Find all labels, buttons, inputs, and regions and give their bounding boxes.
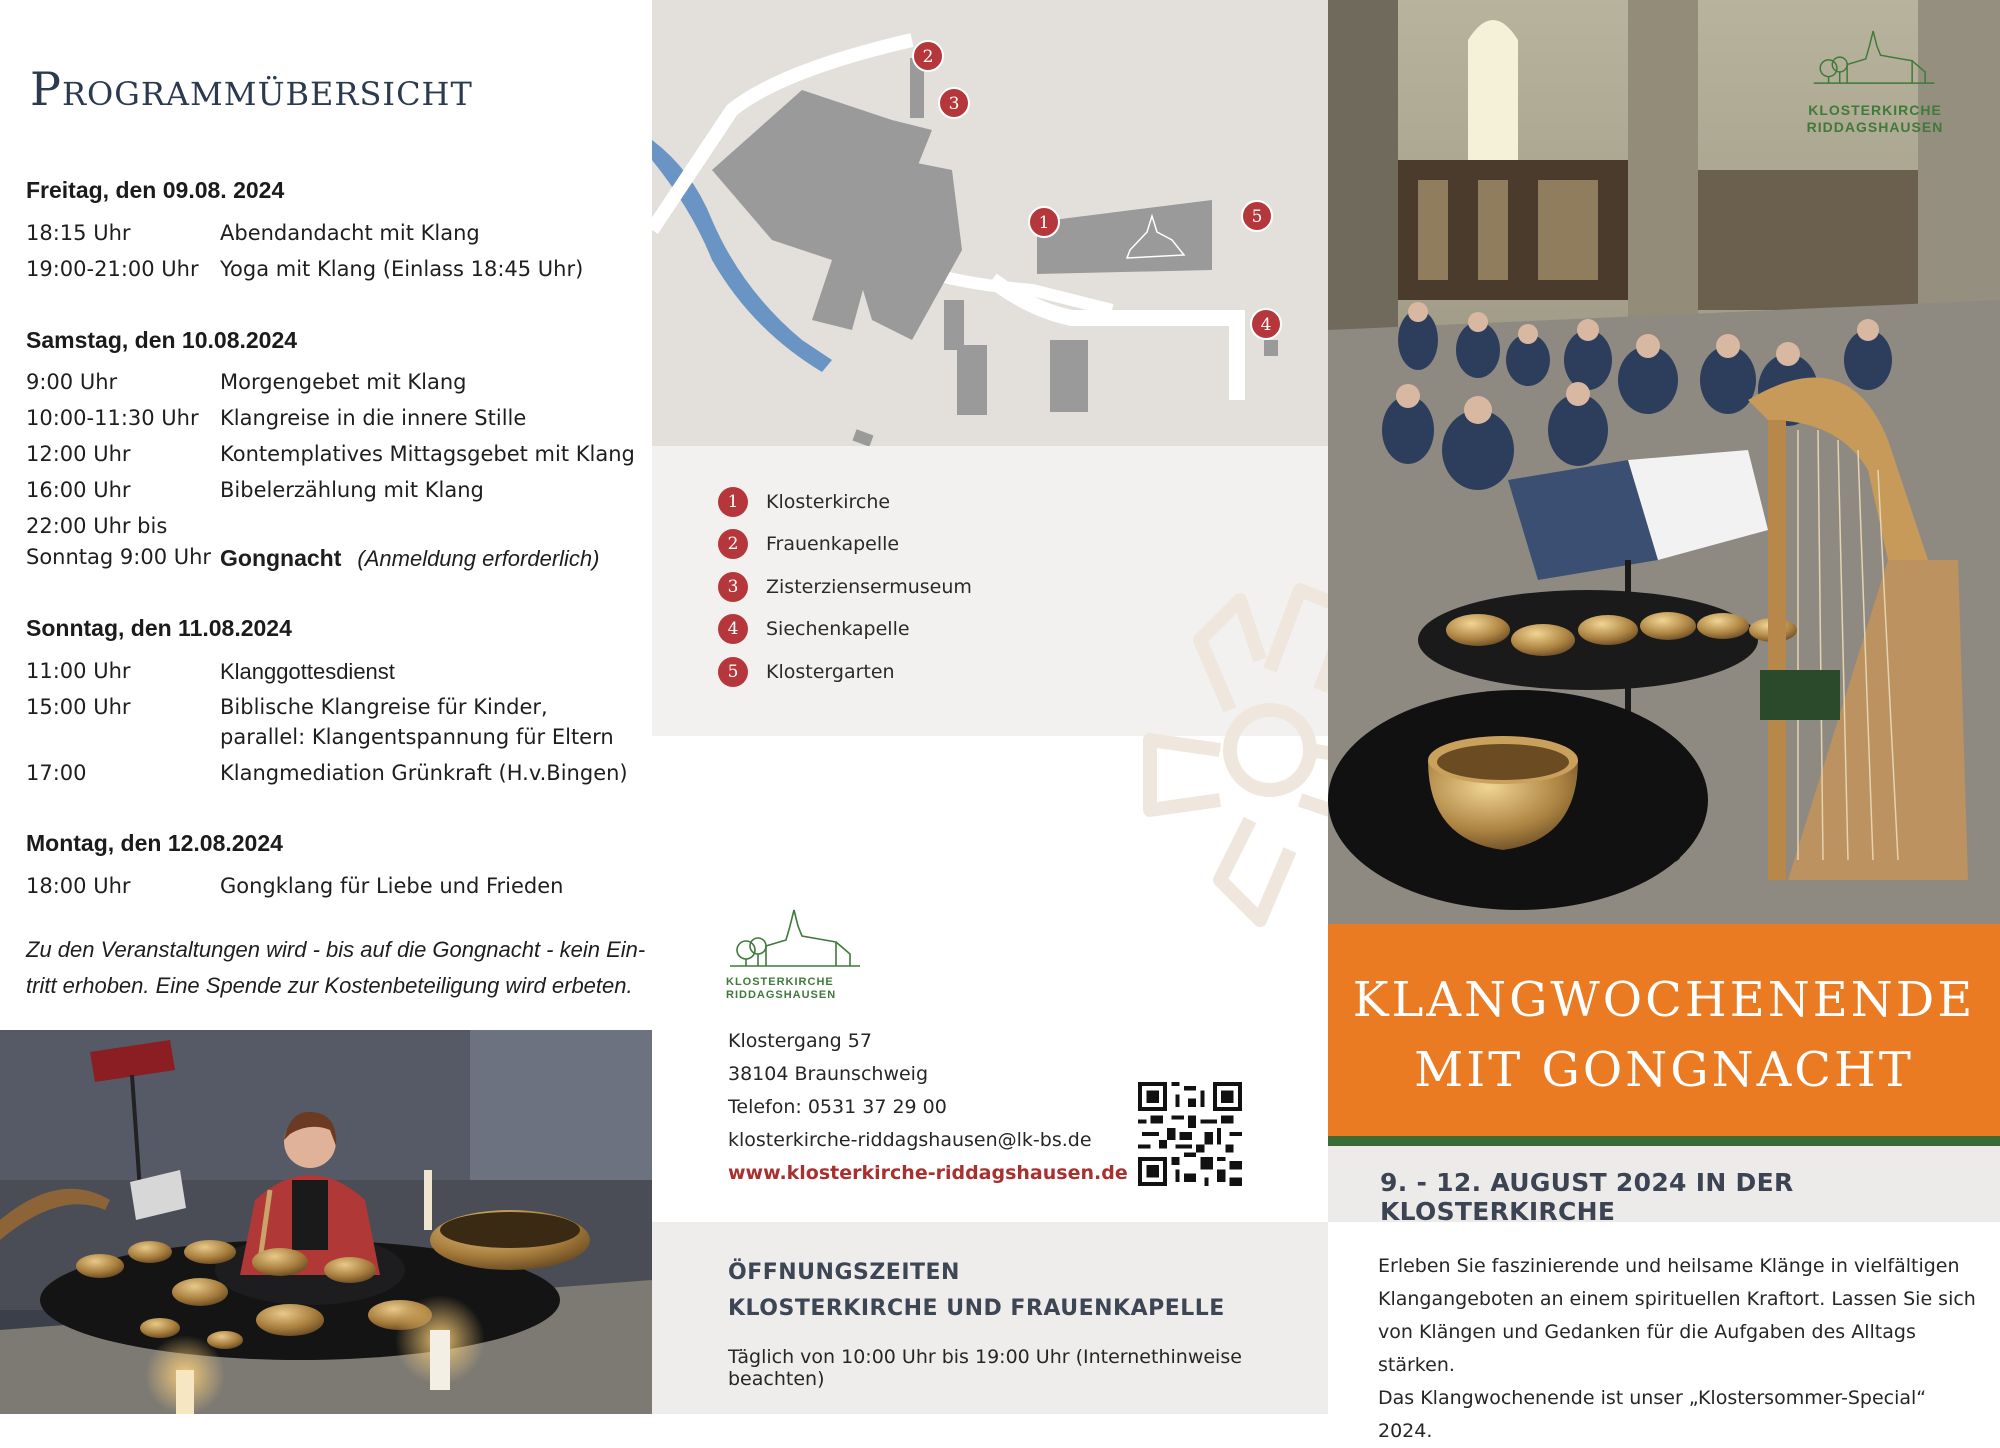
- program-time: 22:00 Uhr bis: [26, 514, 168, 538]
- address-street: Klostergang 57: [728, 1030, 872, 1052]
- svg-text:1: 1: [1038, 213, 1050, 233]
- hours-subheading: KLOSTERKIRCHE UND FRAUENKAPELLE: [728, 1296, 1225, 1321]
- divider: [1328, 1136, 2000, 1146]
- logo-klosterkirche-top: [1800, 18, 1950, 136]
- event-title-line1: KLANGWOCHENENDE: [1352, 972, 1976, 1028]
- legend-label: Klostergarten: [766, 661, 895, 683]
- phone: Telefon: 0531 37 29 00: [728, 1096, 947, 1118]
- program-desc-gongnacht: Gongnacht: [220, 545, 342, 571]
- hours-text: Täglich von 10:00 Uhr bis 19:00 Uhr (Internethinweise beachten): [728, 1346, 1242, 1390]
- singing-bowls-photo: [0, 1030, 652, 1414]
- date-band: [1328, 1146, 2000, 1226]
- church-interior-photo: [1328, 0, 2000, 924]
- program-time: 15:00 Uhr: [26, 695, 131, 719]
- day-heading-monday: Montag, den 12.08.2024: [26, 830, 283, 856]
- program-time: 18:00 Uhr: [26, 874, 131, 898]
- program-desc: Klangreise in die innere Stille: [220, 406, 527, 430]
- program-desc: Bibelerzählung mit Klang: [220, 478, 484, 502]
- program-time: 11:00 Uhr: [26, 659, 131, 683]
- program-time: 17:00: [26, 761, 87, 785]
- logo-line1: KLOSTERKIRCHE: [1808, 102, 1942, 118]
- logo-line2: RIDDAGSHAUSEN: [726, 989, 837, 1001]
- map-marker: [913, 41, 1281, 339]
- program-desc: Yoga mit Klang (Einlass 18:45 Uhr): [220, 257, 584, 281]
- admission-note-line: Zu den Veranstaltungen wird - bis auf die Gongnacht - kein Ein-: [26, 937, 646, 962]
- legend-badge: 5: [718, 657, 748, 687]
- legend-label: Klosterkirche: [766, 491, 891, 513]
- intro-line: Erleben Sie faszinierende und heilsame Klänge in vielfältigen: [1378, 1255, 1960, 1277]
- svg-text:5: 5: [1251, 207, 1263, 227]
- legend-badge: 2: [718, 529, 748, 559]
- admission-note-line: tritt erhoben. Eine Spende zur Kostenbeteiligung wird erbeten.: [26, 973, 633, 998]
- qr-code-icon[interactable]: [1138, 1082, 1242, 1186]
- program-panel: [0, 0, 652, 1030]
- day-heading-saturday: Samstag, den 10.08.2024: [26, 327, 298, 353]
- hours-heading: ÖFFNUNGSZEITEN: [728, 1260, 960, 1285]
- intro-text: [1378, 1250, 1978, 1448]
- program-desc: Biblische Klangreise für Kinder,: [220, 695, 548, 719]
- day-heading-friday: Freitag, den 09.08. 2024: [26, 177, 285, 203]
- program-desc: Abendandacht mit Klang: [220, 221, 480, 245]
- legend-badge: 4: [718, 614, 748, 644]
- event-title-band: [1328, 924, 2000, 1136]
- logo-line1: KLOSTERKIRCHE: [726, 976, 834, 988]
- program-desc: Klanggottesdienst: [220, 659, 395, 684]
- logo-klosterkirche: [726, 906, 876, 1002]
- website-link[interactable]: www.klosterkirche-riddagshausen.de: [728, 1162, 1128, 1184]
- program-desc: Klangmediation Grünkraft (H.v.Bingen): [220, 761, 628, 785]
- program-time: 16:00 Uhr: [26, 478, 131, 502]
- registration-note: (Anmeldung erforderlich): [357, 546, 600, 571]
- intro-line: Klangangeboten an einem spirituellen Kraftort. Lassen Sie sich: [1378, 1288, 1976, 1310]
- address-city: 38104 Braunschweig: [728, 1063, 929, 1085]
- program-desc: Gongklang für Liebe und Frieden: [220, 874, 564, 898]
- program-desc: Morgengebet mit Klang: [220, 370, 467, 394]
- legend-item: [718, 528, 899, 560]
- legend-badge: 3: [718, 572, 748, 602]
- logo-line2: RIDDAGSHAUSEN: [1806, 119, 1944, 135]
- program-desc: parallel: Klangentspannung für Eltern: [220, 725, 614, 749]
- program-desc-wrap: [220, 545, 600, 572]
- program-title: Programmübersicht: [30, 62, 473, 116]
- legend-item: [718, 571, 972, 603]
- intro-line: von Klängen und Gedanken für die Aufgaben des Alltags stärken.: [1378, 1321, 1916, 1376]
- admission-note: [26, 932, 686, 1004]
- program-time: 10:00-11:30 Uhr: [26, 406, 199, 430]
- svg-text:4: 4: [1260, 315, 1272, 335]
- event-date: 9. - 12. AUGUST 2024 IN DER KLOSTERKIRCHE: [1380, 1168, 1794, 1226]
- legend-label: Zisterziensermuseum: [766, 576, 972, 598]
- email-link[interactable]: klosterkirche-riddagshausen@lk-bs.de: [728, 1129, 1092, 1151]
- day-heading-sunday: Sonntag, den 11.08.2024: [26, 615, 292, 641]
- program-desc: Kontemplatives Mittagsgebet mit Klang: [220, 442, 635, 466]
- program-time: 19:00-21:00 Uhr: [26, 257, 199, 281]
- program-time: 18:15 Uhr: [26, 221, 131, 245]
- opening-hours: [652, 1222, 1328, 1414]
- event-title-line2: MIT GONGNACHT: [1414, 1042, 1914, 1098]
- program-time: Sonntag 9:00 Uhr: [26, 545, 212, 569]
- legend-item: [718, 486, 890, 518]
- site-map: [652, 0, 1328, 446]
- legend-item: [718, 656, 895, 688]
- church-logo-icon: [726, 906, 866, 972]
- svg-text:2: 2: [922, 47, 934, 67]
- program-time: 12:00 Uhr: [26, 442, 131, 466]
- legend-item: [718, 613, 910, 645]
- intro-line: Das Klangwochenende ist unser „Klostersommer-Special“ 2024.: [1378, 1387, 1927, 1442]
- legend-label: Frauenkapelle: [766, 533, 900, 555]
- church-logo-icon: [1810, 18, 1940, 98]
- program-time: 9:00 Uhr: [26, 370, 118, 394]
- legend-badge: 1: [718, 487, 748, 517]
- legend-label: Siechenkapelle: [766, 618, 910, 640]
- svg-text:3: 3: [948, 94, 960, 114]
